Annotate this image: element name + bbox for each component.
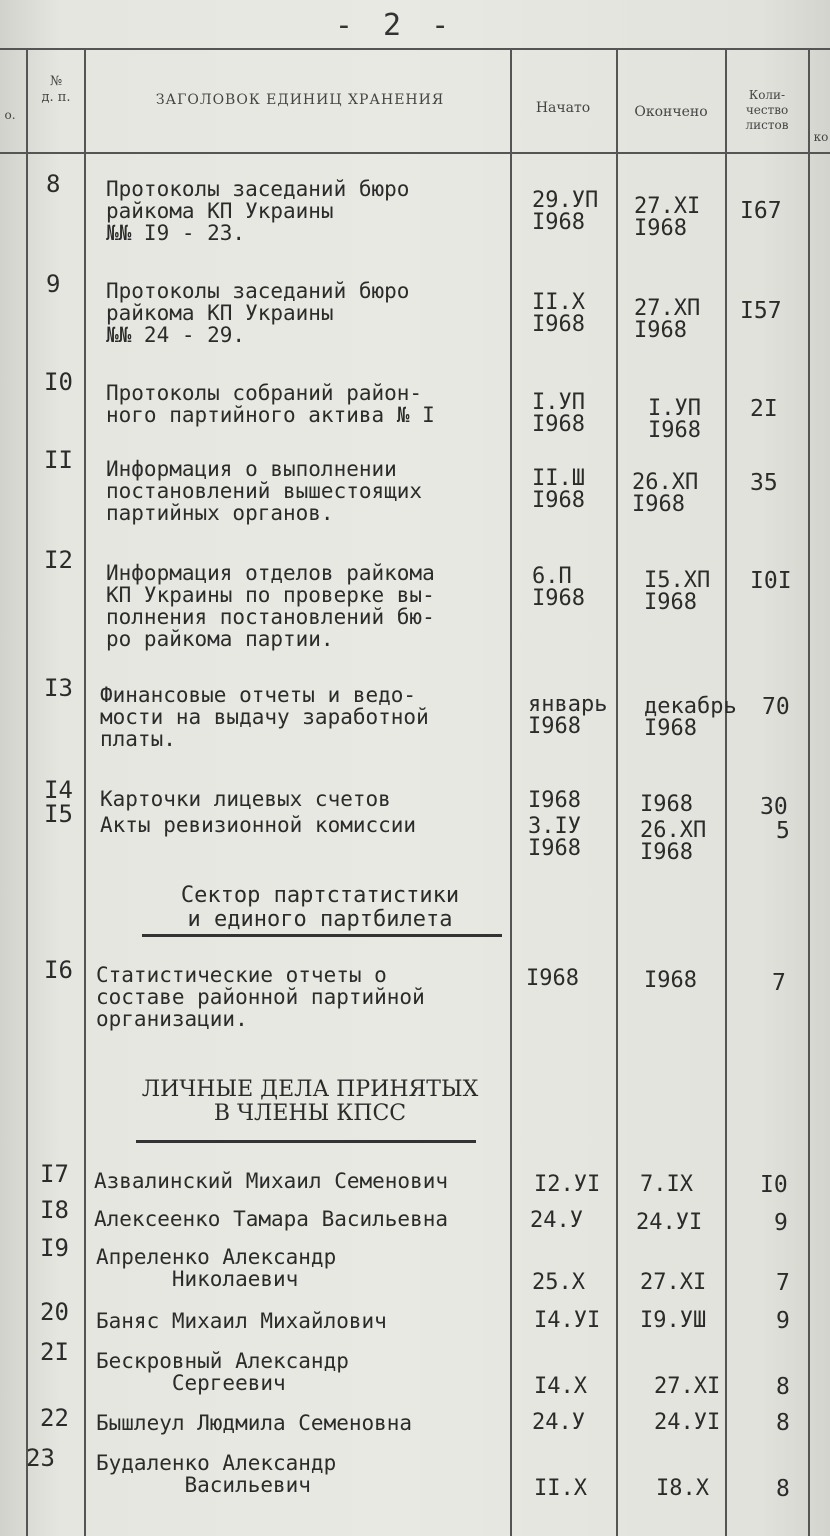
row-sheet-count: 9 bbox=[776, 1308, 790, 1334]
row-sheet-count: 30 bbox=[760, 794, 788, 820]
row-start-date: I2.УI bbox=[534, 1172, 601, 1197]
row-title: Информация о выполнении постановлений вышестоящих партийных органов. bbox=[106, 457, 423, 525]
row-sheet-count: I57 bbox=[740, 298, 782, 324]
row-end-date: I9.УШ bbox=[640, 1308, 707, 1333]
row-end-date: I5.XП I968 bbox=[644, 568, 711, 615]
row-end-date: 24.УI bbox=[636, 1210, 703, 1235]
row-start-date: 3.IУ I968 bbox=[528, 814, 581, 861]
header-left-cut: о. bbox=[4, 108, 16, 122]
row-start-date: I.УП I968 bbox=[532, 390, 585, 437]
page-number: - 2 - bbox=[334, 8, 456, 43]
row-title: Финансовые отчеты и ведо- мости на выдачу заработной платы. bbox=[100, 683, 429, 751]
row-number: 23 bbox=[26, 1444, 55, 1472]
section-underline bbox=[136, 1140, 476, 1143]
column-divider bbox=[84, 48, 86, 1536]
row-number: 2I bbox=[40, 1338, 69, 1366]
row-start-date: I968 bbox=[526, 966, 579, 991]
header-top-line bbox=[0, 48, 830, 50]
row-title: Баняс Михаил Михайлович bbox=[96, 1309, 387, 1333]
row-title: Бышлеул Людмила Семеновна bbox=[96, 1411, 413, 1435]
row-title: Апреленко Александр Николаевич bbox=[96, 1245, 337, 1291]
row-start-date: январь I968 bbox=[528, 692, 608, 739]
row-sheet-count: 8 bbox=[776, 1410, 790, 1436]
header-start: Начато bbox=[535, 100, 591, 116]
row-end-date: 26.XП I968 bbox=[632, 470, 699, 517]
section-underline bbox=[142, 934, 502, 937]
row-number: I5 bbox=[44, 800, 73, 828]
row-title: Протоколы собраний район- ного партийного актива № I bbox=[106, 381, 435, 427]
row-end-date: I8.X bbox=[656, 1476, 709, 1501]
row-number: I3 bbox=[44, 674, 73, 702]
header-sheet-count: Коли- чество листов bbox=[745, 88, 789, 132]
row-start-date: I4.УI bbox=[534, 1308, 601, 1333]
row-start-date: II.X bbox=[534, 1476, 587, 1501]
row-number: 8 bbox=[46, 170, 61, 198]
row-start-date: II.Ш I968 bbox=[532, 466, 585, 513]
row-end-date: 26.XП I968 bbox=[640, 818, 707, 865]
row-start-date: 6.П I968 bbox=[532, 564, 585, 611]
column-divider bbox=[725, 48, 727, 1536]
row-number: II bbox=[44, 446, 73, 474]
section-heading: ЛИЧНЫЕ ДЕЛА ПРИНЯТЫХ В ЧЛЕНЫ КПСС bbox=[141, 1077, 479, 1126]
column-divider bbox=[26, 48, 28, 1536]
header-number: № д. п. bbox=[41, 74, 71, 106]
row-title: Информация отделов райкома КП Украины по проверке вы- полнения постановлений бю- ро райкома партии. bbox=[106, 561, 435, 651]
row-start-date: 25.X bbox=[532, 1270, 585, 1295]
row-number: I0 bbox=[44, 368, 73, 396]
row-sheet-count: 2I bbox=[750, 396, 778, 422]
row-number: I2 bbox=[44, 546, 73, 574]
row-end-date: 27.XП I968 bbox=[634, 296, 701, 343]
row-start-date: I968 bbox=[528, 788, 581, 813]
row-number: I6 bbox=[44, 956, 73, 984]
column-divider bbox=[510, 48, 512, 1536]
header-right-cut: ко bbox=[813, 130, 829, 144]
row-sheet-count: 35 bbox=[750, 470, 778, 496]
column-divider bbox=[808, 48, 810, 1536]
row-title: Протоколы заседаний бюро райкома КП Украины №№ 24 - 29. bbox=[106, 279, 410, 347]
row-sheet-count: 8 bbox=[776, 1476, 790, 1502]
row-title: Будаленко Александр Васильевич bbox=[96, 1451, 337, 1497]
header-title: ЗАГОЛОВОК ЕДИНИЦ ХРАНЕНИЯ bbox=[155, 92, 445, 108]
row-title: Акты ревизионной комиссии bbox=[100, 813, 417, 837]
row-number: 9 bbox=[46, 270, 61, 298]
row-title: Бескровный Александр Сергеевич bbox=[96, 1349, 349, 1395]
row-end-date: 27.XI I968 bbox=[634, 194, 701, 241]
row-start-date: II.X I968 bbox=[532, 290, 585, 337]
row-number: I7 bbox=[40, 1160, 69, 1188]
row-number: I8 bbox=[40, 1196, 69, 1224]
row-start-date: 29.УП I968 bbox=[532, 188, 599, 235]
row-sheet-count: I67 bbox=[740, 198, 782, 224]
row-end-date: 27.XI bbox=[654, 1374, 721, 1399]
header-bottom-line bbox=[0, 152, 830, 154]
row-number: 22 bbox=[40, 1404, 69, 1432]
row-end-date: I.УП I968 bbox=[648, 396, 701, 443]
row-title: Азвалинский Михаил Семенович bbox=[94, 1169, 449, 1193]
row-sheet-count: 7 bbox=[772, 970, 786, 996]
row-sheet-count: 9 bbox=[774, 1210, 788, 1236]
row-end-date: I968 bbox=[640, 792, 693, 817]
row-end-date: I968 bbox=[644, 968, 697, 993]
row-sheet-count: I0 bbox=[760, 1172, 788, 1198]
row-number: I9 bbox=[40, 1234, 69, 1262]
row-end-date: 7.IX bbox=[640, 1172, 693, 1197]
row-sheet-count: I0I bbox=[750, 568, 792, 594]
row-title: Статистические отчеты о составе районной партийной организации. bbox=[96, 963, 425, 1031]
column-divider bbox=[616, 48, 618, 1536]
row-sheet-count: 8 bbox=[776, 1374, 790, 1400]
row-start-date: 24.У bbox=[532, 1410, 585, 1435]
row-sheet-count: 5 bbox=[776, 818, 790, 844]
section-heading: Сектор партстатистики и единого партбилета bbox=[180, 883, 460, 932]
row-number: 20 bbox=[40, 1298, 69, 1326]
row-sheet-count: 7 bbox=[776, 1270, 790, 1296]
row-end-date: декабрь I968 bbox=[644, 694, 737, 741]
row-title: Алексеенко Тамара Васильевна bbox=[94, 1207, 449, 1231]
row-start-date: 24.У bbox=[530, 1208, 583, 1233]
row-title: Протоколы заседаний бюро райкома КП Украины №№ I9 - 23. bbox=[106, 177, 410, 245]
row-number: I4 bbox=[44, 776, 73, 804]
row-start-date: I4.X bbox=[534, 1374, 587, 1399]
header-end: Окончено bbox=[634, 104, 708, 120]
row-end-date: 27.XI bbox=[640, 1270, 707, 1295]
row-end-date: 24.УI bbox=[654, 1410, 721, 1435]
row-title: Карточки лицевых счетов bbox=[100, 787, 391, 811]
row-sheet-count: 70 bbox=[762, 694, 790, 720]
